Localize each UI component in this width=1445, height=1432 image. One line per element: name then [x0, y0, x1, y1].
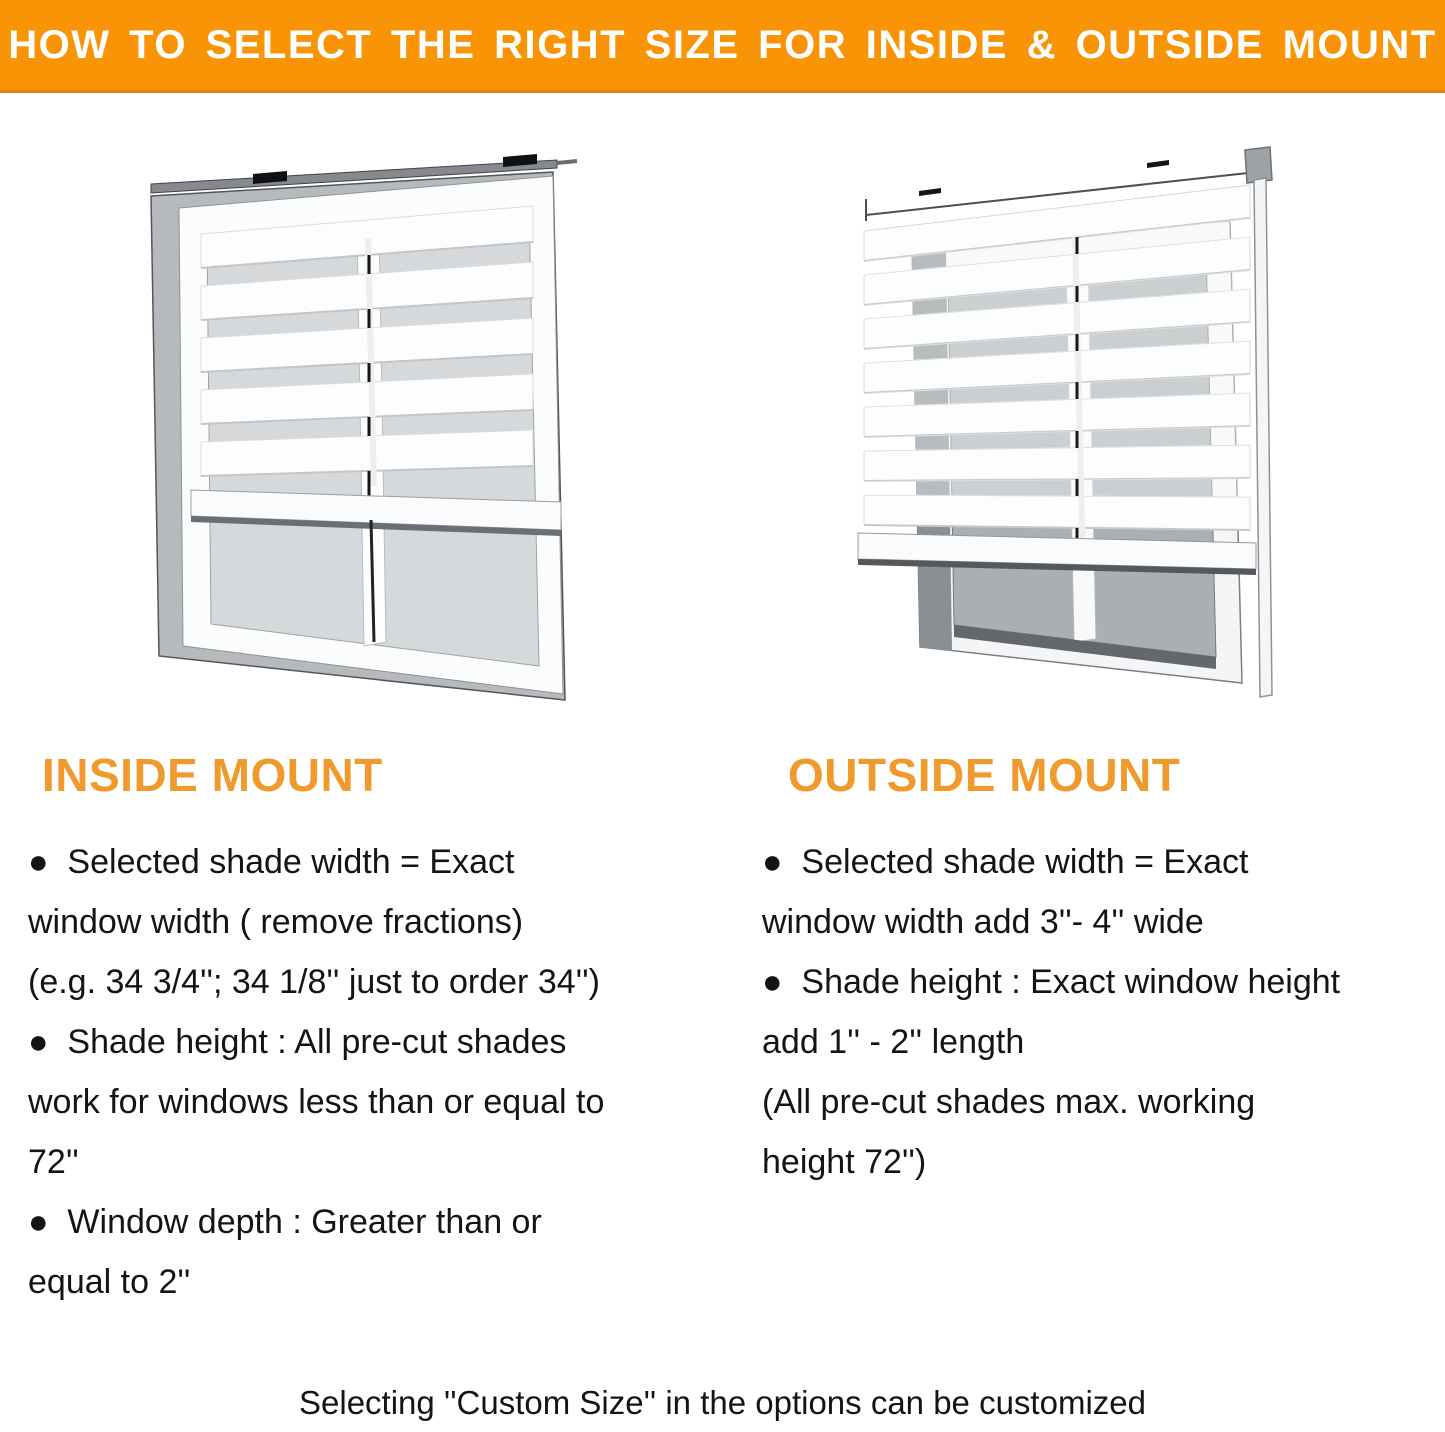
bullet-line: work for windows less than or equal to	[28, 1083, 605, 1121]
outside-mount-section	[762, 748, 1434, 1192]
bullet-line: height 72'')	[762, 1143, 927, 1181]
bullet-line: ● Selected shade width = Exact	[762, 843, 1249, 881]
inside-mount-figure	[125, 148, 585, 733]
banner-title: HOW TO SELECT THE RIGHT SIZE FOR INSIDE & OUTSIDE MOUNT	[8, 22, 1437, 67]
bullet-line: ● Shade height : All pre-cut shades	[28, 1023, 567, 1061]
bullet-line: window width ( remove fractions)	[28, 903, 524, 941]
wall-bracket-icon	[1245, 147, 1272, 183]
outside-mount-illustration	[850, 135, 1320, 735]
side-channel	[1254, 178, 1272, 697]
bullet-line: window width add 3''- 4'' wide	[762, 903, 1204, 941]
outside-mount-heading: OUTSIDE MOUNT	[788, 749, 1181, 801]
bullet-line: equal to 2''	[28, 1263, 191, 1301]
bullet-line: ● Shade height : Exact window height	[762, 963, 1341, 1001]
outside-mount-figure	[850, 135, 1320, 735]
inside-mount-heading: INSIDE MOUNT	[42, 749, 383, 801]
screw-mark-icon	[919, 188, 941, 196]
title-banner	[0, 0, 1445, 93]
bullet-line: (e.g. 34 3/4''; 34 1/8'' just to order 34'')	[28, 963, 600, 1001]
bullet-line: add 1'' - 2'' length	[762, 1023, 1025, 1061]
custom-size-note: Selecting ''Custom Size'' in the options can be customized	[299, 1384, 1146, 1421]
footer-note-area	[0, 1384, 1445, 1422]
inside-mount-illustration	[125, 148, 585, 733]
bullet-line: (All pre-cut shades max. working	[762, 1083, 1256, 1121]
screw-mark-icon	[1147, 160, 1169, 168]
bullet-line: 72''	[28, 1143, 79, 1181]
zebra-shade	[858, 185, 1256, 575]
bullet-line: ● Selected shade width = Exact	[28, 843, 515, 881]
inside-mount-section	[28, 748, 720, 1312]
bullet-line: ● Window depth : Greater than or	[28, 1203, 542, 1241]
